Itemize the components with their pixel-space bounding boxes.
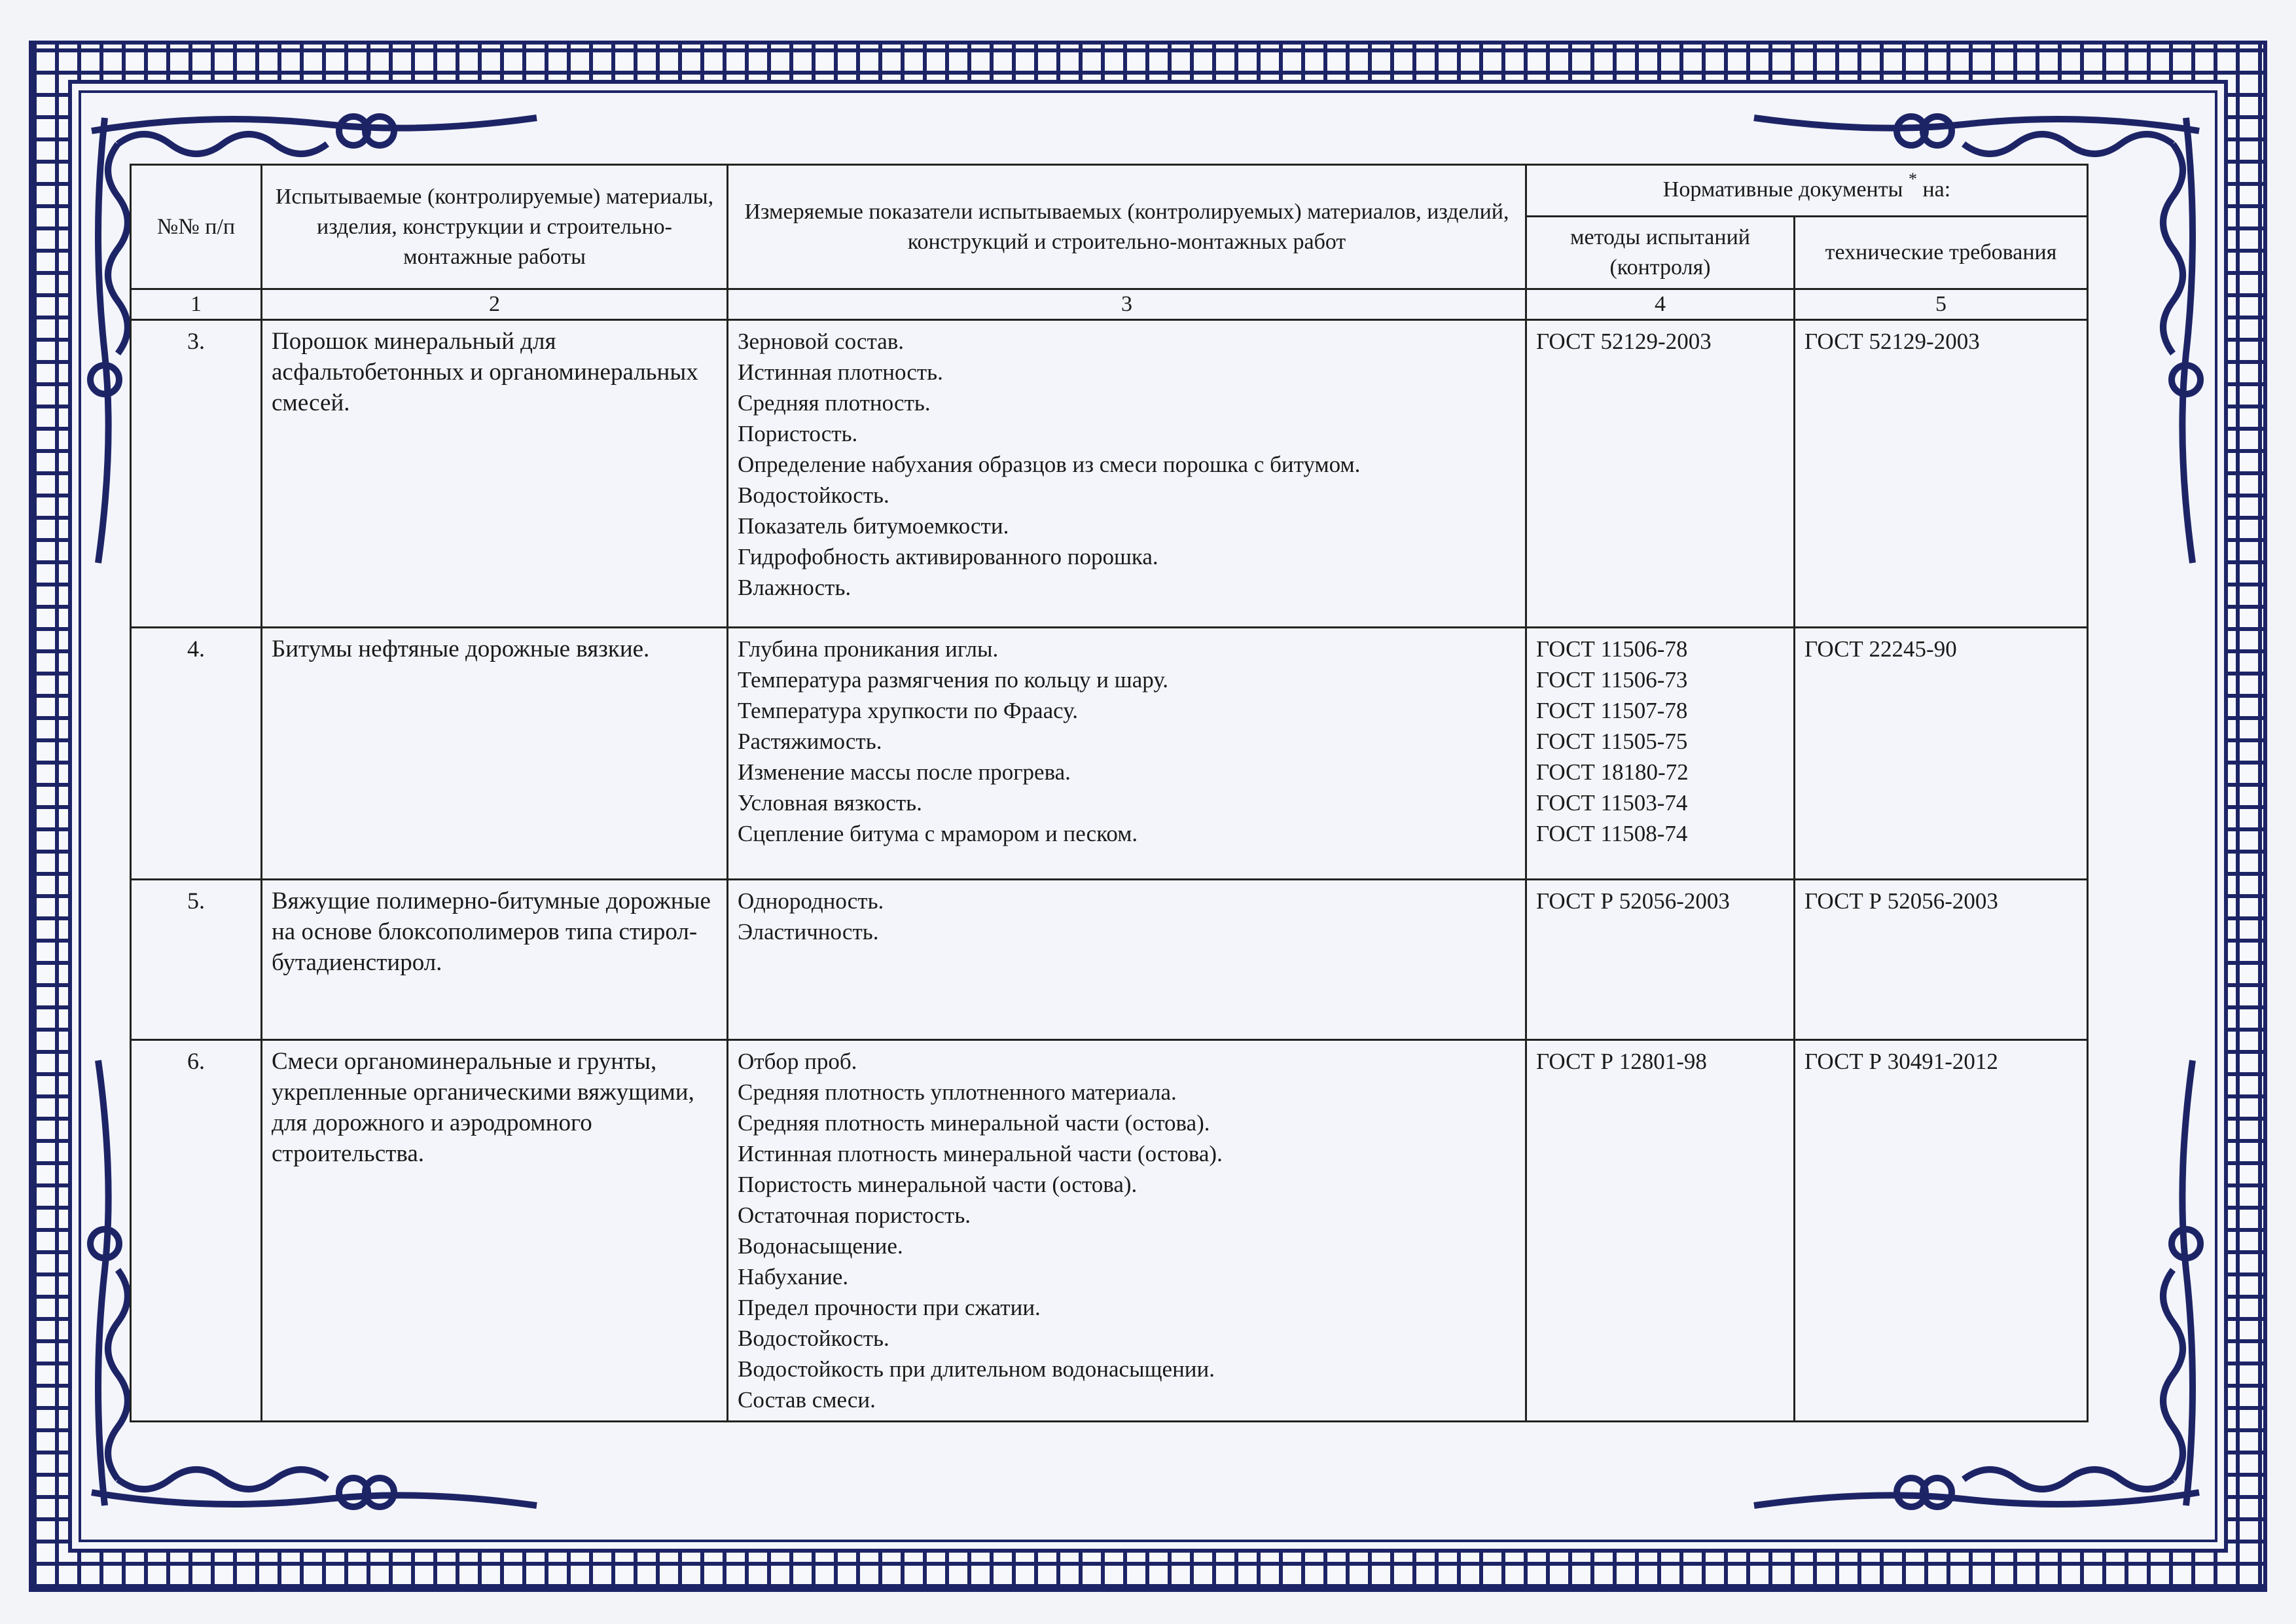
header-normative-label: Нормативные документы bbox=[1662, 177, 1903, 202]
gost-method: ГОСТ 11503-74 bbox=[1536, 790, 1688, 816]
gost-method: ГОСТ 11508-74 bbox=[1536, 821, 1688, 846]
table-row bbox=[131, 628, 2088, 880]
methods-cell bbox=[1526, 320, 1795, 628]
column-number: 5 bbox=[1795, 289, 2088, 320]
requirements-cell bbox=[1795, 320, 2088, 628]
methods-cell bbox=[1526, 1040, 1795, 1422]
indicators-cell bbox=[728, 880, 1526, 1040]
header-normative-asterisk: * bbox=[1908, 170, 1917, 189]
header-num: №№ п/п bbox=[131, 165, 262, 289]
indicator-item: Состав смеси. bbox=[738, 1387, 876, 1413]
header-normative-suffix: на: bbox=[1922, 177, 1951, 202]
indicator-item: Отбор проб. bbox=[738, 1049, 857, 1074]
indicator-item: Водостойкость. bbox=[738, 1326, 889, 1351]
indicator-item: Глубина проникания иглы. bbox=[738, 636, 999, 662]
indicator-item: Зерновой состав. bbox=[738, 329, 905, 354]
column-number: 3 bbox=[728, 289, 1526, 320]
gost-method: ГОСТ 11507-78 bbox=[1536, 698, 1688, 723]
indicator-item: Средняя плотность уплотненного материала. bbox=[738, 1079, 1177, 1105]
indicator-item: Набухание. bbox=[738, 1264, 849, 1290]
methods-cell bbox=[1526, 880, 1795, 1040]
methods-cell bbox=[1526, 628, 1795, 880]
header-indicators: Измеряемые показатели испытываемых (контролируемых) материалов, изделий, конструкций и строительно-монтажных работ bbox=[728, 165, 1526, 289]
gost-method: ГОСТ 11505-75 bbox=[1536, 729, 1688, 754]
header-methods: методы испытаний (контроля) bbox=[1526, 217, 1795, 289]
indicator-item: Эластичность. bbox=[738, 919, 879, 945]
gost-method: ГОСТ 52129-2003 bbox=[1536, 329, 1712, 354]
indicator-item: Сцепление битума с мрамором и песком. bbox=[738, 821, 1138, 846]
indicator-item: Предел прочности при сжатии. bbox=[738, 1295, 1041, 1320]
gost-method: ГОСТ Р 52056-2003 bbox=[1536, 888, 1730, 914]
gost-requirement: ГОСТ 22245-90 bbox=[1804, 636, 1957, 662]
indicators-cell bbox=[728, 1040, 1526, 1422]
accreditation-scope-table bbox=[130, 164, 2089, 1422]
requirements-cell bbox=[1795, 880, 2088, 1040]
gost-method: ГОСТ 18180-72 bbox=[1536, 759, 1689, 785]
header-row bbox=[131, 165, 2088, 217]
row-number: 4. bbox=[131, 628, 262, 880]
material-name: Битумы нефтяные дорожные вязкие. bbox=[262, 628, 728, 880]
gost-requirement: ГОСТ 52129-2003 bbox=[1804, 329, 1980, 354]
row-number: 3. bbox=[131, 320, 262, 628]
indicator-item: Определение набухания образцов из смеси порошка с битумом. bbox=[738, 452, 1361, 477]
indicators-cell bbox=[728, 628, 1526, 880]
table-row bbox=[131, 880, 2088, 1040]
indicator-item: Истинная плотность. bbox=[738, 359, 943, 385]
material-name: Смеси органоминеральные и грунты, укрепленные органическими вяжущими, для дорожного и аэродромного строительства. bbox=[262, 1040, 728, 1422]
indicator-item: Водонасыщение. bbox=[738, 1233, 903, 1259]
row-number: 6. bbox=[131, 1040, 262, 1422]
gost-method: ГОСТ Р 12801-98 bbox=[1536, 1049, 1707, 1074]
column-number: 1 bbox=[131, 289, 262, 320]
gost-requirement: ГОСТ Р 30491-2012 bbox=[1804, 1049, 1998, 1074]
requirements-cell bbox=[1795, 628, 2088, 880]
indicator-item: Показатель битумоемкости. bbox=[738, 513, 1009, 539]
table-row bbox=[131, 1040, 2088, 1422]
gost-method: ГОСТ 11506-73 bbox=[1536, 667, 1688, 693]
column-number: 4 bbox=[1526, 289, 1795, 320]
gost-method: ГОСТ 11506-78 bbox=[1536, 636, 1688, 662]
indicator-item: Остаточная пористость. bbox=[738, 1202, 971, 1228]
indicator-item: Температура размягчения по кольцу и шару. bbox=[738, 667, 1169, 693]
indicator-item: Однородность. bbox=[738, 888, 884, 914]
header-requirements: технические требования bbox=[1795, 217, 2088, 289]
header-material: Испытываемые (контролируемые) материалы, изделия, конструкции и строительно-монтажные работы bbox=[262, 165, 728, 289]
indicator-item: Пористость. bbox=[738, 421, 858, 446]
indicator-item: Средняя плотность. bbox=[738, 390, 931, 416]
indicator-item: Средняя плотность минеральной части (остова). bbox=[738, 1110, 1210, 1136]
indicator-item: Гидрофобность активированного порошка. bbox=[738, 544, 1158, 569]
indicator-item: Водостойкость при длительном водонасыщении. bbox=[738, 1356, 1215, 1382]
indicator-item: Влажность. bbox=[738, 575, 852, 600]
requirements-cell bbox=[1795, 1040, 2088, 1422]
material-name: Порошок минеральный для асфальтобетонных и органоминеральных смесей. bbox=[262, 320, 728, 628]
indicator-item: Температура хрупкости по Фраасу. bbox=[738, 698, 1078, 723]
indicator-item: Водостойкость. bbox=[738, 482, 889, 508]
row-number: 5. bbox=[131, 880, 262, 1040]
indicator-item: Пористость минеральной части (остова). bbox=[738, 1172, 1138, 1197]
gost-requirement: ГОСТ Р 52056-2003 bbox=[1804, 888, 1998, 914]
indicator-item: Изменение массы после прогрева. bbox=[738, 759, 1071, 785]
indicator-item: Растяжимость. bbox=[738, 729, 882, 754]
material-name: Вяжущие полимерно-битумные дорожные на основе блоксополимеров типа стирол-бутадиенстирол. bbox=[262, 880, 728, 1040]
indicator-item: Условная вязкость. bbox=[738, 790, 922, 816]
column-number-row bbox=[131, 289, 2088, 320]
indicator-item: Истинная плотность минеральной части (остова). bbox=[738, 1141, 1223, 1166]
table-row bbox=[131, 320, 2088, 628]
header-normative bbox=[1526, 165, 2088, 217]
indicators-cell bbox=[728, 320, 1526, 628]
column-number: 2 bbox=[262, 289, 728, 320]
